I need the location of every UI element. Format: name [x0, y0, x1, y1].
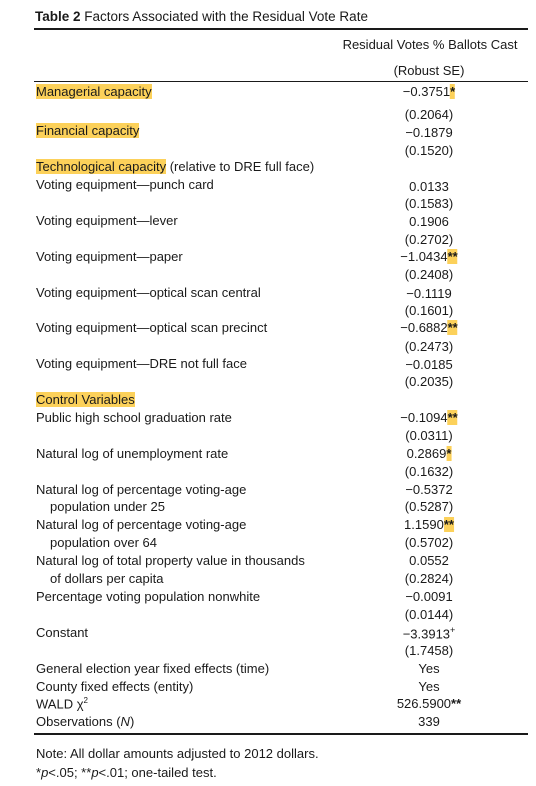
coef-punch-card: 0.0133: [409, 179, 449, 194]
se-dre-not-full-face: (0.2035): [404, 374, 454, 389]
row-label-paper: Voting equipment—paper: [36, 249, 183, 264]
coef-financial-capacity: −0.1879: [405, 125, 453, 140]
row-label-observations: Observations (N): [36, 714, 135, 729]
coef-managerial-capacity: −0.3751*: [402, 84, 456, 99]
significance-stars: **: [443, 517, 454, 532]
row-label-unemployment: Natural log of unemployment rate: [36, 446, 229, 461]
se-graduation-rate: (0.0311): [405, 428, 453, 443]
column-header: Residual Votes % Ballots Cast: [342, 37, 518, 52]
row-label-punch-card: Voting equipment—punch card: [36, 177, 214, 192]
value-wald: 526.5900**: [396, 696, 462, 711]
significance-stars: *: [446, 446, 452, 461]
table-number: Table 2: [35, 9, 81, 24]
row-label-optical-scan-precinct: Voting equipment—optical scan precinct: [36, 320, 268, 335]
bottom-rule: [34, 733, 528, 735]
coef-lever: 0.1906: [409, 214, 449, 229]
significance-stars: **: [447, 249, 458, 264]
coef-graduation-rate: −0.1094**: [400, 410, 458, 425]
coef-optical-scan-central: −0.1119: [406, 286, 452, 301]
table-note: Note: All dollar amounts adjusted to 2012 dollars.: [36, 746, 319, 761]
se-managerial-capacity: (0.2064): [404, 107, 454, 122]
column-subheader: (Robust SE): [393, 63, 465, 78]
se-financial-capacity: (0.1520): [404, 143, 454, 158]
coef-property-value: 0.0552: [409, 553, 449, 568]
value-county-fixed-effects: Yes: [418, 679, 440, 694]
row-label-county-fixed-effects: County fixed effects (entity): [36, 679, 194, 694]
se-optical-scan-central: (0.1601): [404, 303, 454, 318]
significance-marker: +: [450, 625, 456, 635]
significance-stars: **: [447, 410, 458, 425]
value-year-fixed-effects: Yes: [418, 661, 440, 676]
row-label-dre-not-full-face: Voting equipment—DRE not full face: [36, 356, 248, 371]
coef-optical-scan-precinct: −0.6882**: [400, 320, 458, 335]
value-observations: 339: [418, 714, 440, 729]
se-paper: (0.2408): [404, 267, 454, 282]
significance-stars: **: [447, 320, 458, 335]
row-label-under-25-cont: population under 25: [50, 499, 165, 514]
row-label-nonwhite: Percentage voting population nonwhite: [36, 589, 261, 604]
significance-stars: *: [450, 84, 456, 99]
coef-dre-not-full-face: −0.0185: [405, 357, 453, 372]
header-rule: [34, 81, 528, 82]
row-label-year-fixed-effects: General election year fixed effects (time): [36, 661, 270, 676]
se-unemployment: (0.1632): [404, 464, 454, 479]
se-property-value: (0.2824): [404, 571, 454, 586]
row-label-financial-capacity: Financial capacity: [36, 123, 140, 138]
coef-over-64: 1.1590**: [404, 517, 454, 532]
coef-paper: −1.0434**: [400, 249, 458, 264]
coef-constant: −3.3913+: [402, 625, 456, 642]
se-lever: (0.2702): [404, 232, 454, 247]
row-label-managerial-capacity: Managerial capacity: [36, 84, 152, 99]
table-title: Factors Associated with the Residual Vote Rate: [84, 9, 368, 24]
row-label-graduation-rate: Public high school graduation rate: [36, 410, 232, 425]
se-optical-scan-precinct: (0.2473): [404, 339, 454, 354]
table-caption: [35, 9, 368, 24]
top-rule: [34, 28, 528, 30]
se-over-64: (0.5702): [404, 535, 454, 550]
row-label-lever: Voting equipment—lever: [36, 213, 178, 228]
coef-under-25: −0.5372: [405, 482, 453, 497]
row-label-property-value: Natural log of total property value in thousands: [36, 553, 305, 568]
coef-nonwhite: −0.0091: [405, 589, 453, 604]
row-label-under-25: Natural log of percentage voting-age: [36, 482, 247, 497]
row-label-property-value-cont: of dollars per capita: [50, 571, 164, 586]
se-nonwhite: (0.0144): [404, 607, 454, 622]
se-under-25: (0.5287): [404, 499, 454, 514]
coef-unemployment: 0.2869*: [406, 446, 452, 461]
significance-stars: **: [451, 696, 462, 711]
se-constant: (1.7458): [404, 643, 454, 658]
significance-note: *p<.05; **p<.01; one-tailed test.: [36, 765, 217, 780]
section-control-variables: Control Variables: [36, 392, 135, 407]
row-label-over-64: Natural log of percentage voting-age: [36, 517, 247, 532]
row-label-over-64-cont: population over 64: [50, 535, 157, 550]
row-label-constant: Constant: [36, 625, 89, 640]
row-label-wald: WALD $\chi^2$: [36, 696, 88, 712]
row-label-optical-scan-central: Voting equipment—optical scan central: [36, 285, 261, 300]
se-punch-card: (0.1583): [404, 196, 454, 211]
section-technological-capacity: Technological capacity (relative to DRE full face): [36, 159, 315, 174]
